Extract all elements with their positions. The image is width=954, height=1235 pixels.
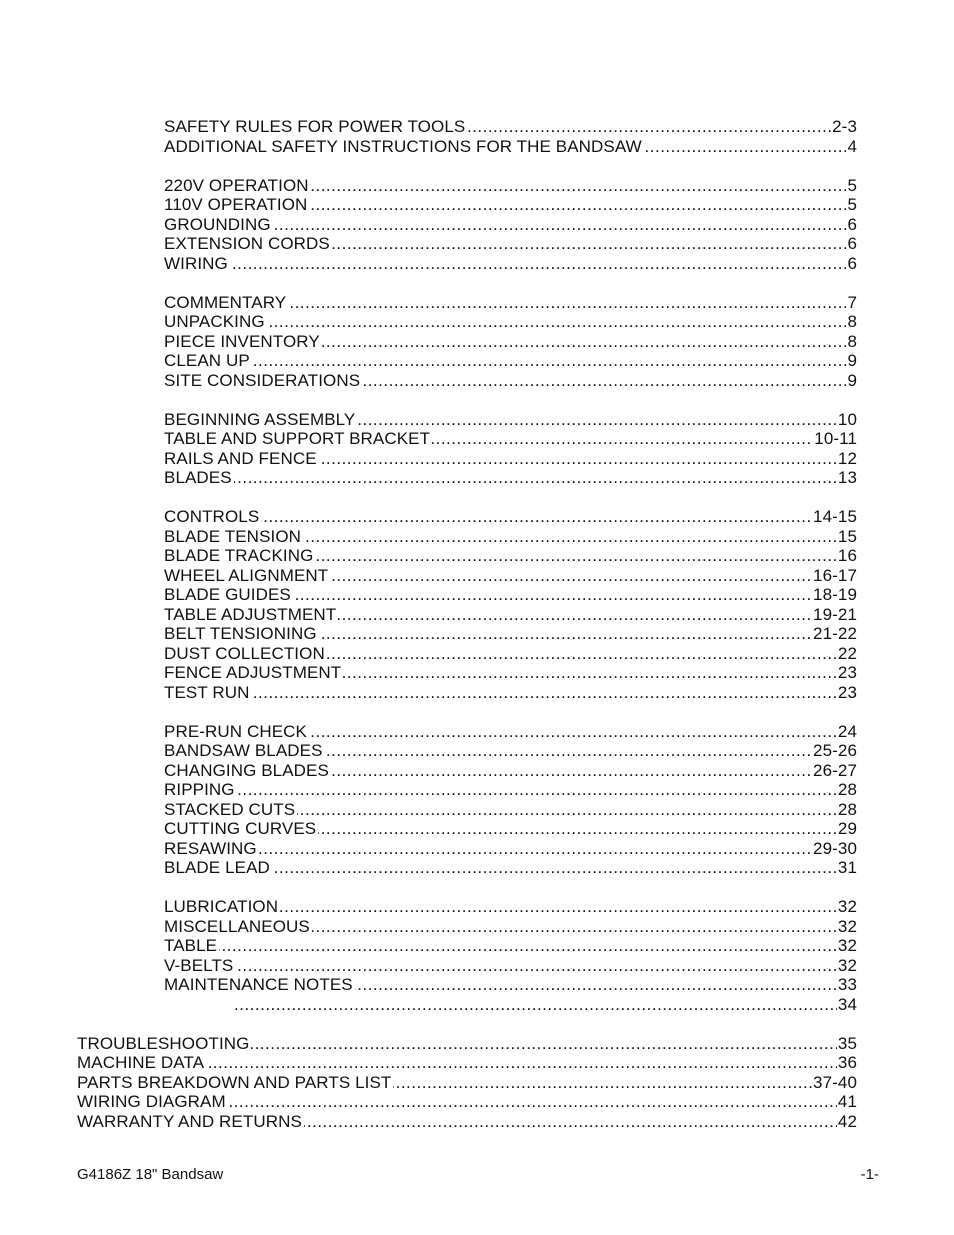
toc-entry-page: 35 <box>837 1033 857 1053</box>
toc-entry-title: PIECE INVENTORY <box>164 331 320 351</box>
toc-entry-title: PARTS BREAKDOWN AND PARTS LIST <box>77 1072 392 1092</box>
toc-entry-page: 16 <box>837 546 857 565</box>
toc-entry-title: 110V OPERATION <box>164 195 308 214</box>
toc-entry <box>164 234 857 254</box>
toc-entry-title: LUBRICATION <box>164 897 279 916</box>
toc-entry-title: BELT TENSIONING <box>164 624 317 643</box>
toc-entry-page: 42 <box>837 1111 857 1131</box>
toc-entry-title: WHEEL ALIGNMENT <box>164 565 329 585</box>
toc-entry <box>164 839 857 859</box>
dot-leader <box>164 507 857 527</box>
toc-entry-page: 5 <box>847 175 857 195</box>
toc-entry-title: V-BELTS <box>164 955 234 975</box>
toc-indented-sections <box>0 117 954 1014</box>
toc-entry-page: 29-30 <box>813 838 857 858</box>
dot-leader <box>164 351 857 371</box>
toc-entry-title: WIRING <box>164 253 228 273</box>
toc-entry-page: 34 <box>837 994 857 1014</box>
toc-entry <box>164 312 857 332</box>
page-footer <box>77 1165 879 1185</box>
toc-entry-page: 26-27 <box>813 760 857 780</box>
toc-entry-title: COMMENTARY <box>164 292 287 312</box>
toc-entry-title: TROUBLESHOOTING <box>77 1033 250 1053</box>
toc-entry <box>164 585 857 605</box>
toc-group <box>0 176 954 274</box>
toc-entry <box>77 1053 857 1073</box>
toc-entry-page: 29 <box>837 819 857 838</box>
toc-entry-title: BEGINNING ASSEMBLY <box>164 409 356 429</box>
toc-entry <box>77 1034 857 1054</box>
toc-entry-title: MACHINE DATA <box>77 1053 205 1072</box>
toc-entry <box>164 468 857 488</box>
toc-entry <box>164 410 857 430</box>
toc-entry-page: 23 <box>837 663 857 682</box>
toc-entry-title: CONTROLS <box>164 507 260 526</box>
toc-entry-title: 220V OPERATION <box>164 175 309 195</box>
toc-entry <box>164 605 857 625</box>
toc-entry-page: 5 <box>847 195 857 214</box>
toc-group <box>0 117 954 156</box>
toc-entry-page: 13 <box>837 468 857 487</box>
toc-entry-page: 31 <box>837 858 857 877</box>
toc-entry-page: 10 <box>837 409 857 429</box>
toc-entry <box>164 566 857 586</box>
toc-entry-title: UNPACKING <box>164 312 265 331</box>
toc-entry-page: 24 <box>837 721 857 741</box>
toc-entry-title: TABLE AND SUPPORT BRACKET <box>164 429 431 448</box>
toc-entry-page: 37-40 <box>813 1072 857 1092</box>
toc-entry-title: TABLE ADJUSTMENT <box>164 604 337 624</box>
toc-entry <box>164 683 857 703</box>
toc-entry-page: 15 <box>837 526 857 546</box>
toc-entry <box>164 449 857 469</box>
toc-entry <box>164 507 857 527</box>
toc-group <box>0 410 954 488</box>
toc-entry-page: 32 <box>837 897 857 916</box>
toc-entry <box>164 858 857 878</box>
toc-entry-page: 14-15 <box>813 507 857 526</box>
toc-entry-title: BLADE TRACKING <box>164 546 314 565</box>
toc-entry-page: 4 <box>847 136 857 156</box>
toc-entry-page: 28 <box>837 799 857 819</box>
toc-entry-page: 18-19 <box>813 585 857 604</box>
toc-entry-page: 25-26 <box>813 741 857 760</box>
toc-entry-title: GROUNDING <box>164 214 271 234</box>
toc-entry <box>77 1073 857 1093</box>
dot-leader <box>164 956 857 976</box>
toc-entry <box>77 1112 857 1132</box>
toc-entry <box>164 527 857 547</box>
dot-leader <box>164 780 857 800</box>
dot-leader <box>234 995 857 1015</box>
dot-leader <box>164 936 857 956</box>
toc-entry <box>164 546 857 566</box>
toc-entry-title: SITE CONSIDERATIONS <box>164 370 361 390</box>
dot-leader <box>164 312 857 332</box>
toc-entry-title: FENCE ADJUSTMENT <box>164 663 342 682</box>
toc-entry-page: 10-11 <box>814 429 857 448</box>
toc-entry-title: STACKED CUTS <box>164 799 296 819</box>
toc-entry <box>164 722 857 742</box>
toc-entry <box>164 371 857 391</box>
toc-entry-page: 8 <box>847 331 857 351</box>
toc-entry <box>164 995 857 1015</box>
toc-entry <box>164 741 857 761</box>
toc-entry-title: BLADES <box>164 468 232 487</box>
toc-entry-title: DUST COLLECTION <box>164 643 325 663</box>
toc-entry <box>164 624 857 644</box>
toc-entry-page: 33 <box>837 975 857 994</box>
toc-entry-page: 23 <box>837 682 857 702</box>
toc-main-sections <box>0 1034 954 1132</box>
toc-entry-page: 6 <box>847 214 857 234</box>
toc-group <box>0 722 954 878</box>
toc-entry-title: TEST RUN <box>164 682 250 702</box>
dot-leader <box>164 683 857 703</box>
toc-group <box>0 293 954 391</box>
dot-leader <box>164 468 857 488</box>
toc-entry-title: PRE-RUN CHECK <box>164 721 307 741</box>
toc-entry <box>164 332 857 352</box>
toc-entry-title: MAINTENANCE NOTES <box>164 975 353 994</box>
toc-entry <box>164 936 857 956</box>
toc-entry-title: MISCELLANEOUS <box>164 916 310 936</box>
toc-entry <box>164 117 857 137</box>
toc-entry-title: CUTTING CURVES <box>164 819 317 838</box>
toc-entry-title: EXTENSION CORDS <box>164 234 330 253</box>
toc-entry-page: 12 <box>837 448 857 468</box>
toc-entry <box>164 644 857 664</box>
toc-entry-page: 2-3 <box>832 117 857 136</box>
toc-entry-title: BLADE TENSION <box>164 526 302 546</box>
table-of-contents <box>0 117 954 1151</box>
toc-entry <box>164 956 857 976</box>
toc-entry-page: 8 <box>847 312 857 331</box>
toc-entry <box>164 293 857 313</box>
toc-entry-page: 28 <box>837 780 857 799</box>
toc-entry-title: SAFETY RULES FOR POWER TOOLS <box>164 117 466 136</box>
toc-entry <box>77 1092 857 1112</box>
toc-entry-title: BLADE GUIDES <box>164 585 291 604</box>
toc-entry-page: 16-17 <box>813 565 857 585</box>
toc-entry <box>164 429 857 449</box>
toc-entry-page: 32 <box>837 916 857 936</box>
dot-leader <box>164 839 857 859</box>
dot-leader <box>164 254 857 274</box>
toc-entry <box>164 351 857 371</box>
toc-entry-page: 22 <box>837 643 857 663</box>
toc-entry-page: 32 <box>837 955 857 975</box>
toc-entry <box>164 917 857 937</box>
toc-entry <box>164 215 857 235</box>
toc-entry <box>164 663 857 683</box>
toc-entry-title: CLEAN UP <box>164 351 250 370</box>
toc-entry-title: BLADE LEAD <box>164 858 270 877</box>
toc-entry-page: 6 <box>847 253 857 273</box>
toc-entry <box>164 780 857 800</box>
toc-entry-page: 6 <box>847 234 857 253</box>
toc-entry-title: CHANGING BLADES <box>164 760 329 780</box>
footer-model-name: G4186Z 18" Bandsaw <box>77 1166 224 1183</box>
footer-page-number: -1- <box>860 1166 879 1183</box>
toc-entry <box>164 800 857 820</box>
toc-entry <box>164 975 857 995</box>
toc-entry <box>164 897 857 917</box>
toc-entry-page: 19-21 <box>813 604 857 624</box>
toc-entry-title: ADDITIONAL SAFETY INSTRUCTIONS FOR THE BANDSAW <box>164 136 642 156</box>
toc-entry-title: RIPPING <box>164 780 235 799</box>
toc-entry-title: RAILS AND FENCE <box>164 448 317 468</box>
toc-entry <box>164 195 857 215</box>
toc-entry <box>164 254 857 274</box>
toc-entry <box>164 761 857 781</box>
toc-entry-page: 32 <box>837 936 857 955</box>
toc-entry-page: 7 <box>847 292 857 312</box>
toc-entry-title: TABLE <box>164 936 218 955</box>
toc-group <box>0 897 954 1014</box>
toc-entry <box>164 137 857 157</box>
toc-entry-page: 36 <box>837 1053 857 1072</box>
toc-group <box>0 507 954 702</box>
toc-entry-title: WARRANTY AND RETURNS <box>77 1111 302 1131</box>
toc-entry-title: WIRING DIAGRAM <box>77 1092 226 1111</box>
toc-entry-page: 21-22 <box>813 624 857 643</box>
toc-entry-page: 9 <box>847 351 857 370</box>
toc-entry-title: RESAWING <box>164 838 257 858</box>
toc-entry-title: BANDSAW BLADES <box>164 741 323 760</box>
toc-entry-page: 41 <box>837 1092 857 1111</box>
toc-entry-page: 9 <box>847 370 857 390</box>
toc-entry <box>164 176 857 196</box>
toc-entry <box>164 819 857 839</box>
